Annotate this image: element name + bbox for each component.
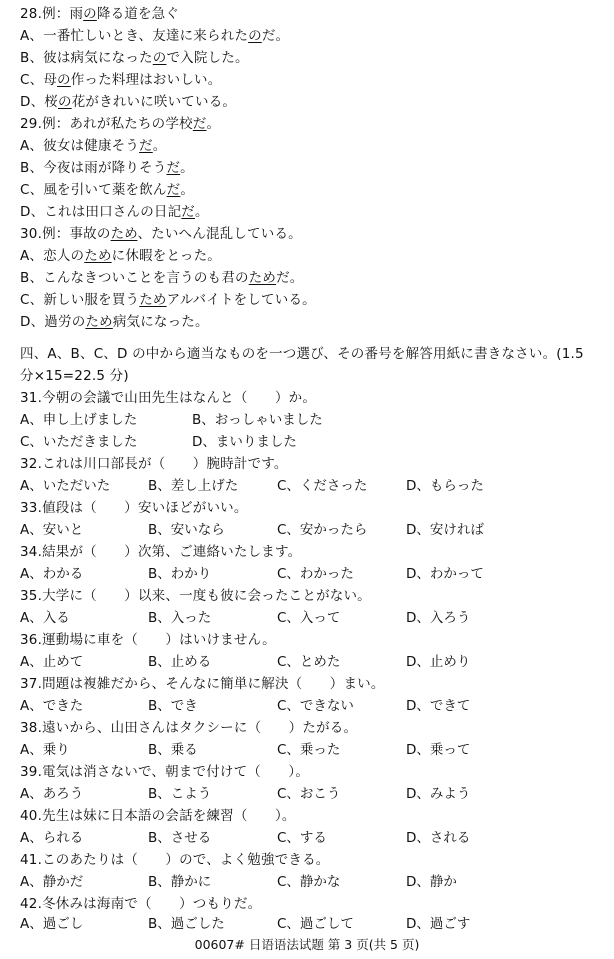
option: B、入った [148,610,212,626]
option: B、過ごした [148,916,225,932]
option: A、安いと [20,522,84,538]
option: B、おっしゃいました [192,412,323,428]
option: C、する [277,830,327,846]
page-footer: 00607# 日语语法试题 第 3 页(共 5 页) [194,937,420,952]
choice-line: D、過労のため病気になった。 [20,314,209,330]
option: C、とめた [277,654,341,670]
question-text: 31.今朝の会議で山田先生はなんと（ ）か。 [20,390,317,406]
option: D、止めり [406,654,471,670]
question-text: 35.大学に（ ）以来、一度も彼に会ったことがない。 [20,588,371,604]
option: A、静かだ [20,874,84,890]
choice-line: C、新しい服を買うためアルバイトをしている。 [20,292,316,308]
choice-line: A、恋人のために休暇をとった。 [20,248,221,264]
option: A、止めて [20,654,84,670]
section-instruction: 分×15=22.5 分) [20,368,129,384]
option: D、入ろう [406,610,471,626]
option: C、くださった [277,478,368,494]
option: C、静かな [277,874,341,890]
question-text: 39.電気は消さないで、朝まで付けて（ ）。 [20,764,310,780]
option: D、まいりました [192,434,297,450]
option: D、乗って [406,742,471,758]
choice-line: C、母の作った料理はおいしい。 [20,72,222,88]
question-text: 33.値段は（ ）安いほどがいい。 [20,500,248,516]
choice-line: A、彼女は健康そうだ。 [20,138,167,154]
option: D、できて [406,698,471,714]
option: C、わかった [277,566,354,582]
option: A、わかる [20,566,84,582]
option: C、乗った [277,742,341,758]
option: C、過ごして [277,916,354,932]
choice-line: B、今夜は雨が降りそうだ。 [20,160,194,176]
option: A、いただいた [20,478,111,494]
option: B、乗る [148,742,198,758]
question-text: 41.このあたりは（ ）ので、よく勉強できる。 [20,852,330,868]
option: C、できない [277,698,354,714]
option: A、られる [20,830,84,846]
question-text: 32.これは川口部長が（ ）腕時計です。 [20,456,288,472]
choice-line: A、一番忙しいとき、友達に来られたのだ。 [20,28,290,44]
option: D、安ければ [406,522,484,538]
choice-line: D、桜の花がきれいに咲いている。 [20,94,237,110]
example-line: 30.例：事故のため、たいへん混乱している。 [20,226,302,242]
option: D、される [406,830,471,846]
option: D、みよう [406,786,471,802]
option: B、安いなら [148,522,225,538]
option: B、差し上げた [148,478,239,494]
option: A、入る [20,610,70,626]
option: B、こよう [148,786,212,802]
option: D、わかって [406,566,484,582]
option: A、できた [20,698,84,714]
question-text: 34.結果が（ ）次第、ご連絡いたします。 [20,544,302,560]
question-text: 40.先生は妹に日本語の会話を練習（ ）。 [20,808,296,824]
choice-line: D、これは田口さんの日記だ。 [20,204,209,220]
question-text: 42.冬休みは海南で（ ）つもりだ。 [20,896,262,912]
section-instruction: 四、A、B、C、D の中から適当なものを一つ選び、その番号を解答用紙に書きなさい。(1.5 [20,346,584,362]
choice-line: B、彼は病気になったので入院した。 [20,50,249,66]
option: A、過ごし [20,916,84,932]
example-line: 28.例：雨の降る道を急ぐ [20,6,180,22]
option: C、安かったら [277,522,368,538]
option: A、乗り [20,742,70,758]
option: C、おこう [277,786,341,802]
option: C、いただきました [20,434,138,450]
option: B、わかり [148,566,212,582]
option: D、過ごす [406,916,471,932]
choice-line: C、風を引いて薬を飲んだ。 [20,182,195,198]
option: B、でき [148,698,198,714]
question-text: 36.運動場に車を（ ）はいけません。 [20,632,276,648]
option: D、静か [406,874,457,890]
example-line: 29.例：あれが私たちの学校だ。 [20,116,221,132]
option: B、させる [148,830,212,846]
choice-line: B、こんなきついことを言うのも君のためだ。 [20,270,304,286]
option: A、申し上げました [20,412,138,428]
question-text: 37.問題は複雑だから、そんなに簡単に解決（ ）まい。 [20,676,385,692]
option: B、止める [148,654,212,670]
option: B、静かに [148,874,212,890]
option: D、もらった [406,478,484,494]
option: A、あろう [20,786,84,802]
question-text: 38.遠いから、山田さんはタクシーに（ ）たがる。 [20,720,358,736]
option: C、入って [277,610,341,626]
